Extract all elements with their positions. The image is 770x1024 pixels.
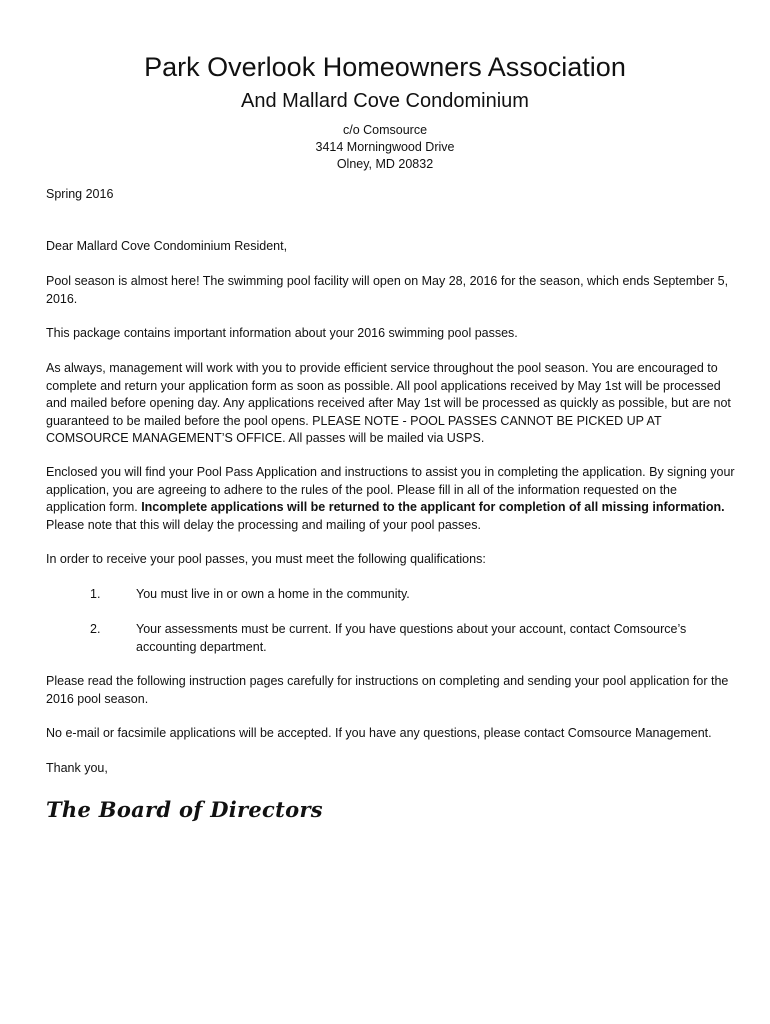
paragraph-qualifications-intro: In order to receive your pool passes, you must meet the following qualifications: <box>46 552 486 566</box>
paragraph-management: As always, management will work with you to provide efficient service throughout the pool season. You are encouraged to complete and return your application form as soon as possible. All pool applications received by May 1st will be processed and mailed before opening day. Any applications received after May 1st will be processed as quickly as possible, but are not guaranteed to be mailed before the pool opens. PLEASE NOTE - POOL PASSES CANNOT BE PICKED UP AT COMSOURCE MANAGEMENT’S OFFICE. All passes will be mailed via USPS. <box>46 361 731 445</box>
paragraph-application-end: Please note that this will delay the processing and mailing of your pool passes. <box>46 517 481 532</box>
paragraph-instructions: Please read the following instruction pages carefully for instructions on completing and sending your pool application for the 2016 pool season. <box>46 674 729 706</box>
address-line-city: Olney, MD 20832 <box>336 157 434 171</box>
salutation: Dear Mallard Cove Condominium Resident, <box>46 239 288 253</box>
qualification-text: Your assessments must be current. If you have questions about your account, contact Comsource’s accounting department. <box>136 622 687 654</box>
qualification-number: 2. <box>90 622 101 636</box>
qualification-number: 1. <box>90 587 101 601</box>
address-line-street: 3414 Morningwood Drive <box>315 140 455 154</box>
paragraph-package-info: This package contains important information about your 2016 swimming pool passes. <box>46 326 518 340</box>
paragraph-season-dates: Pool season is almost here! The swimming pool facility will open on May 28, 2016 for the season, which ends September 5, 2016. <box>46 274 729 306</box>
paragraph-application <box>46 464 736 534</box>
paragraph-no-email: No e-mail or facsimile applications will be accepted. If you have any questions, please contact Comsource Management. <box>46 726 712 740</box>
letterhead <box>0 50 770 173</box>
signature: The Board of Directors <box>46 797 323 822</box>
closing: Thank you, <box>46 761 108 775</box>
organization-name: Park Overlook Homeowners Association <box>144 52 626 82</box>
address-line-care-of: c/o Comsource <box>342 123 428 137</box>
address-block <box>0 122 770 173</box>
organization-subtitle: And Mallard Cove Condominium <box>241 90 529 112</box>
paragraph-application-start: Enclosed you will find your Pool Pass Application and instructions to assist you in completing the application. By signing your application, you are agreeing to adhere to the rules of the pool. Please fill in all of the information requested on the application form. <box>46 465 735 514</box>
letter-date: Spring 2016 <box>46 187 114 201</box>
incomplete-applications-warning: Incomplete applications will be returned to the applicant for completion of all missing information. <box>141 500 725 514</box>
qualification-text: You must live in or own a home in the community. <box>136 587 410 601</box>
